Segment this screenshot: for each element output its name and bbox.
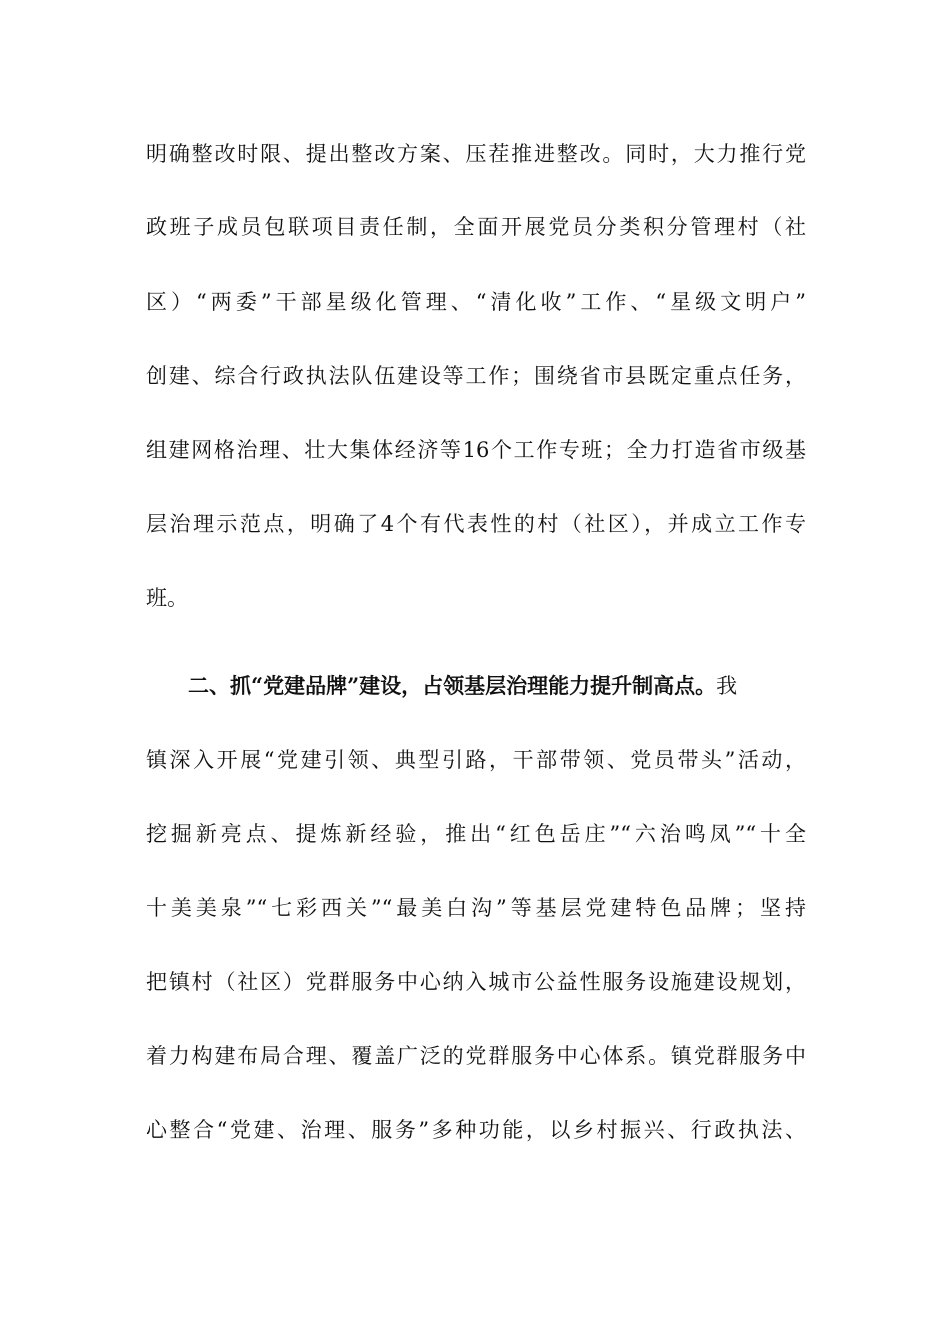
section-heading-line [188, 666, 737, 706]
paragraph-line: 心整合“党建、治理、服务”多种功能，以乡村振兴、行政执法、 [146, 1118, 806, 1142]
paragraph-line: 层治理示范点，明确了4个有代表性的村（社区），并成立工作专 [146, 512, 806, 536]
paragraph-line-last: 班。 [146, 586, 188, 610]
paragraph-line: 区）“两委”干部星级化管理、“清化收”工作、“星级文明户” [146, 290, 806, 314]
paragraph-line: 镇深入开展“党建引领、典型引路，干部带领、党员带头”活动， [146, 748, 806, 772]
heading-line-tail: 我 [716, 674, 738, 698]
section-heading: 二、抓“党建品牌”建设，占领基层治理能力提升制高点。 [188, 673, 717, 698]
paragraph-line: 十美美泉”“七彩西关”“最美白沟”等基层党建特色品牌；坚持 [146, 896, 806, 920]
paragraph-line: 政班子成员包联项目责任制，全面开展党员分类积分管理村（社 [146, 215, 806, 239]
paragraph-line: 明确整改时限、提出整改方案、压茬推进整改。同时，大力推行党 [146, 142, 806, 166]
paragraph-line: 着力构建布局合理、覆盖广泛的党群服务中心体系。镇党群服务中 [146, 1044, 806, 1068]
paragraph-line: 创建、综合行政执法队伍建设等工作；围绕省市县既定重点任务， [146, 364, 806, 388]
paragraph-line: 挖掘新亮点、提炼新经验，推出“红色岳庄”“六治鸣凤”“十全 [146, 822, 806, 846]
paragraph-line: 组建网格治理、壮大集体经济等16个工作专班；全力打造省市级基 [146, 438, 806, 462]
paragraph-line: 把镇村（社区）党群服务中心纳入城市公益性服务设施建设规划， [146, 970, 806, 994]
